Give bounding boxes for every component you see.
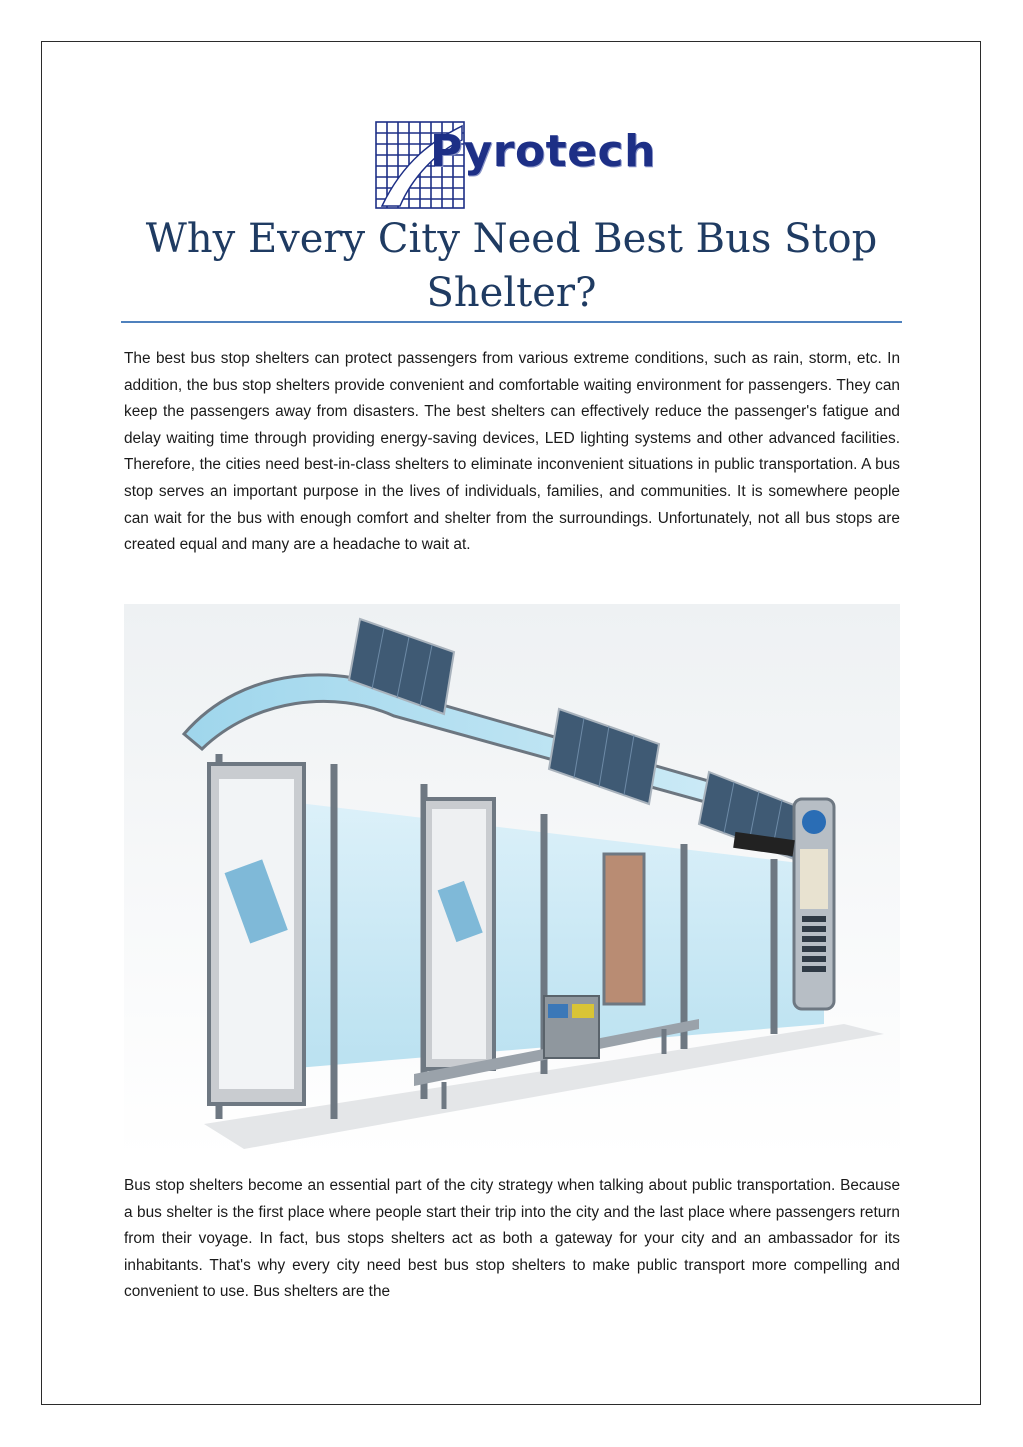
body-paragraph: Bus stop shelters become an essential part of the city strategy when talking about public transportation. Because a bus shelter is the first place where people start their trip into the city and the last place where passengers return from their voyage. In fact, bus stops shelters act as both a gateway for your city and an ambassador for its inhabitants. That's why every city need best bus stop shelters to make public transport more compelling and convenient to use. Bus shelters are the	[124, 1177, 900, 1301]
title-underline	[121, 321, 902, 323]
intro-paragraph: The best bus stop shelters can protect passengers from various extreme conditions, such as rain, storm, etc. In addition, the bus stop shelters provide convenient and comfortable waiting environment for passengers. They can keep the passengers away from disasters. The best shelters can effectively reduce the passenger's fatigue and delay waiting time through providing energy-saving devices, LED lighting systems and other advanced facilities. Therefore, the cities need best-in-class shelters to eliminate inconvenient situations in public transportation. A bus stop serves an important purpose in the lives of individuals, families, and communities. It is somewhere people can wait for the bus with enough comfort and shelter from the surroundings. Unfortunately, not all bus stops are created equal and many are a headache to wait at.	[124, 350, 900, 554]
title-line-2: Shelter?	[426, 270, 597, 316]
logo-brand-text: Pyrotech	[430, 126, 656, 177]
bus-shelter-image	[124, 604, 900, 1158]
page-title	[100, 212, 923, 320]
title-line-1: Why Every City Need Best Bus Stop	[145, 216, 878, 262]
